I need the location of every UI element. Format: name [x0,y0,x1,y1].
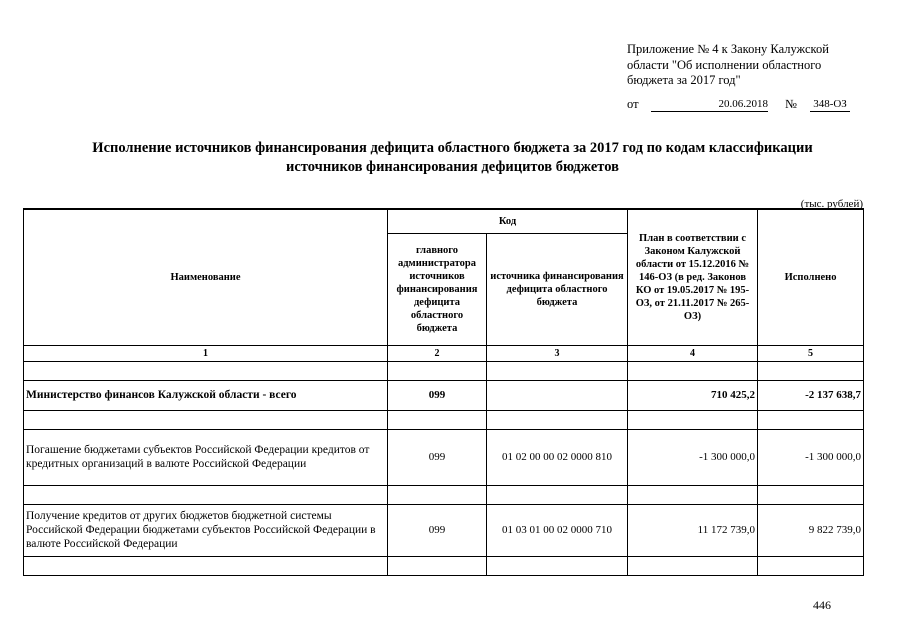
law-number: 348-ОЗ [810,97,850,112]
row-name: Получение кредитов от других бюджетов бюджетной системы Российской Федерации бюджетами субъектов Российской Федерации в валюте Российской Федерации [24,504,388,556]
sources-table [23,208,864,576]
col-number-1: 1 [24,345,388,361]
col-number-2: 2 [388,345,487,361]
table-row [24,504,864,556]
row-source: 01 02 00 00 02 0000 810 [487,429,628,485]
appendix-line-3: бюджета за 2017 год" [627,73,741,87]
number-sign: № [785,97,797,111]
row-admin: 099 [388,429,487,485]
table-row [24,429,864,485]
spacer-row [24,485,864,504]
page-number: 446 [813,598,831,612]
spacer-row [24,556,864,575]
row-name: Министерство финансов Калужской области - всего [24,380,388,410]
col-number-5: 5 [758,345,864,361]
title-line-1: Исполнение источников финансирования дефицита областного бюджета за 2017 год по кодам классификации [92,140,813,156]
row-source: 01 03 01 00 02 0000 710 [487,504,628,556]
row-plan: 710 425,2 [628,380,758,410]
col-number-4: 4 [628,345,758,361]
header-admin: главного администратора источников финансирования дефицита областного бюджета [388,233,487,345]
row-done: -2 137 638,7 [758,380,864,410]
header-name: Наименование [24,209,388,345]
date-prefix: от [627,97,639,111]
row-plan: 11 172 739,0 [628,504,758,556]
spacer-row [24,361,864,380]
appendix-line-2: области "Об исполнении областного [627,57,822,72]
page-title [30,139,875,177]
units-note: (тыс. рублей) [800,198,863,210]
row-done: 9 822 739,0 [758,504,864,556]
row-admin: 099 [388,380,487,410]
col-number-3: 3 [487,345,628,361]
table-row [24,380,864,410]
row-name: Погашение бюджетами субъектов Российской Федерации кредитов от кредитных организаций в валюте Российской Федерации [24,429,388,485]
appendix-note [627,42,865,89]
header-plan: План в соответствии с Законом Калужской области от 15.12.2016 № 146-ОЗ (в ред. Законов КО от 19.05.2017 № 195-ОЗ, от 21.11.2017 № 265-ОЗ) [628,209,758,345]
appendix-line-1: Приложение № 4 к Закону Калужской [627,42,829,56]
law-date: 20.06.2018 [651,97,768,112]
title-line-2: источников финансирования дефицитов бюджетов [286,159,619,175]
header-code: Код [388,209,628,233]
header-done: Исполнено [758,209,864,345]
row-plan: -1 300 000,0 [628,429,758,485]
row-done: -1 300 000,0 [758,429,864,485]
spacer-row [24,410,864,429]
header-source: источника финансирования дефицита областного бюджета [487,233,628,345]
row-admin: 099 [388,504,487,556]
row-source [487,380,628,410]
